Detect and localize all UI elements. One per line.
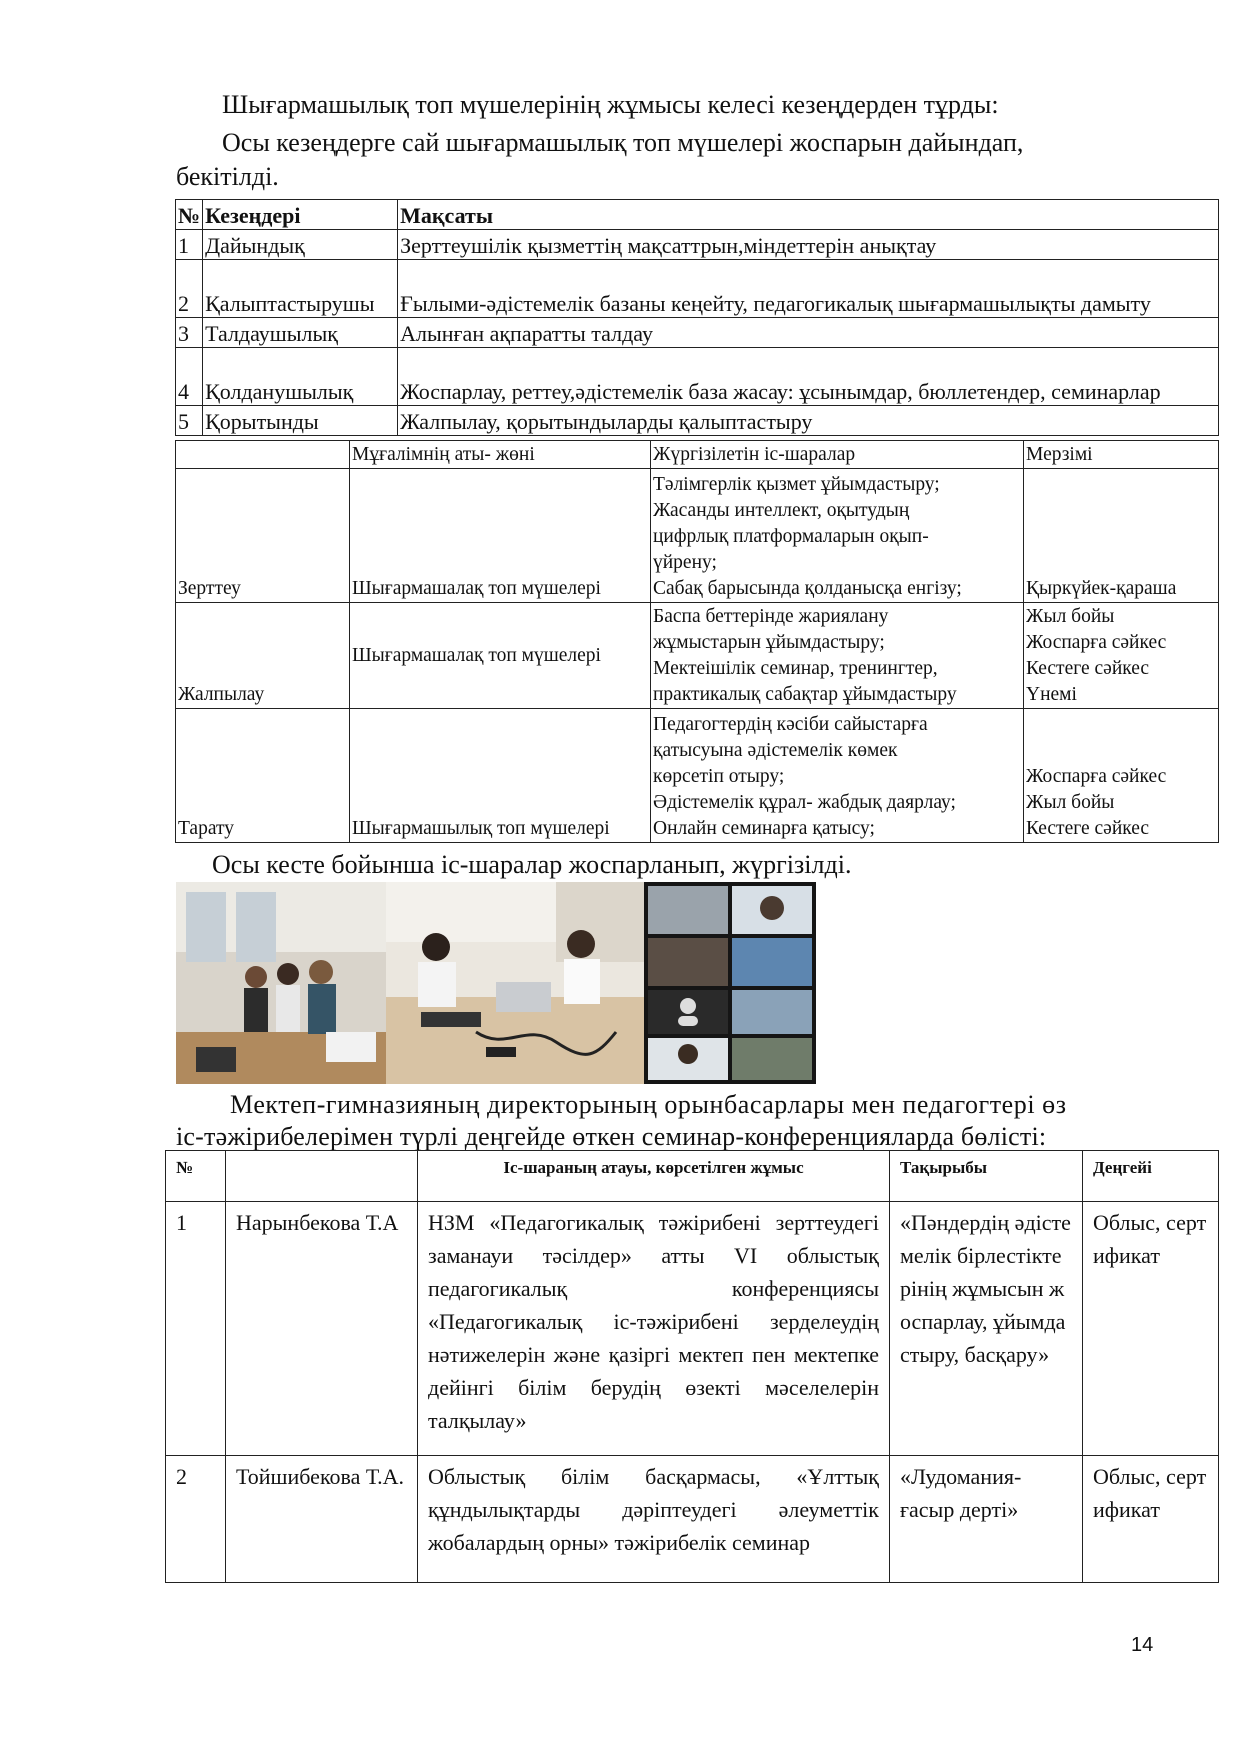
row-name: Нарынбекова Т.А [226,1202,418,1456]
activities-table-header [176,441,1219,469]
stages-table [175,199,1219,436]
term-line: Үнемі [1026,684,1077,705]
row-name: Тойшибекова Т.А. [226,1456,418,1583]
activity-line: практикалық сабақтар ұйымдастыру [653,684,957,705]
header-name [226,1151,418,1202]
row-goal: Зерттеушілік қызметтің мақсаттрын,міндеттерін анықтау [398,230,1219,260]
row-goal: Жалпылау, қорытындыларды қалыптастыру [398,406,1219,436]
term-line: Жоспарға сәйкес [1026,632,1167,653]
activity-line: үйрену; [653,552,717,573]
table-row [166,1456,1219,1583]
header-empty [176,441,350,469]
row-num: 2 [166,1456,226,1583]
row-phase: Тарату [176,709,350,843]
row-activities [651,469,1024,603]
activity-line: Әдістемелік құрал- жабдық даярлау; [653,792,956,813]
activity-line: жұмыстарын ұйымдастыру; [653,632,885,653]
row-goal: Алынған ақпаратты талдау [398,318,1219,348]
page-number: 14 [1131,1634,1154,1656]
header-term: Мерзімі [1024,441,1219,469]
row-teacher: Шығармашалақ топ мүшелері [350,603,651,709]
row-phase: Жалпылау [176,603,350,709]
row-activities [651,603,1024,709]
row-num: 1 [166,1202,226,1456]
seminar-table [165,1150,1219,1583]
row-goal: Жоспарлау, реттеу,әдістемелік база жасау: ұсынымдар, бюллетендер, семинарлар [398,348,1219,406]
table-row [176,230,1219,260]
activity-line: Баспа беттерінде жариялану [653,606,889,627]
table-row [176,709,1219,843]
seminar-intro-line-2: іс-тәжірибелерімен түрлі деңгейде өткен семинар-конференцияларда бөлісті: [176,1122,1047,1151]
row-topic: «Лудомания- ғасыр дерті» [890,1456,1083,1583]
activity-line: Сабақ барысында қолданысқа енгізу; [653,578,962,599]
after-table-text: Осы кесте бойынша іс-шаралар жоспарланып, жүргізілді. [212,850,852,879]
activity-line: Жасанды интеллект, оқытудың [653,500,910,521]
term-line: Жоспарға сәйкес [1026,766,1167,787]
row-phase: Зерттеу [176,469,350,603]
row-terms [1024,469,1219,603]
row-level: Облыс, сертификат [1083,1202,1219,1456]
row-level: Облыс, сертификат [1083,1456,1219,1583]
row-num: 2 [176,260,203,318]
row-num: 5 [176,406,203,436]
term-line: Қыркүйек-қараша [1026,578,1177,599]
header-num: № [166,1151,226,1202]
seminar-table-header [166,1151,1219,1202]
activity-line: Онлайн семинарға қатысу; [653,818,875,839]
table-row [176,318,1219,348]
photo-strip [176,882,816,1084]
row-goal: Ғылыми-әдістемелік базаны кеңейту, педагогикалық шығармашылықты дамыту [398,260,1219,318]
term-line: Жыл бойы [1026,792,1115,813]
seminar-intro-line-1: Мектеп-гимназияның директорының орынбасарлары мен педагогтері өз [230,1090,1067,1119]
row-event: Облыстық білім басқармасы, «Ұлттық құндылықтарды дәріптеудегі әлеуметтік жобалардың орны» тәжірибелік семинар [418,1456,890,1583]
teachers-computers-photo [386,882,644,1084]
header-stage: Кезеңдері [203,200,398,230]
intro-line-3: бекітілді. [176,162,279,191]
header-topic: Тақырыбы [890,1151,1083,1202]
activity-line: Педагогтердің кәсіби сайыстарға [653,714,928,735]
header-num: № [176,200,203,230]
activity-line: көрсетіп отыру; [653,766,785,787]
row-stage: Қорытынды [203,406,398,436]
row-stage: Қалыптастырушы [203,260,398,318]
table-row [176,469,1219,603]
header-event: Іс-шараның атауы, көрсетілген жұмыс [418,1151,890,1202]
term-line: Кестеге сәйкес [1026,818,1150,839]
row-teacher: Шығармашылық топ мүшелері [350,709,651,843]
teachers-group-photo [176,882,386,1084]
row-stage: Дайындық [203,230,398,260]
intro-line-2: Осы кезеңдерге сай шығармашылық топ мүшелері жоспарын дайындап, [222,128,1024,157]
activity-line: қатысуына әдістемелік көмек [653,740,898,761]
table-row [176,348,1219,406]
term-line: Жыл бойы [1026,606,1115,627]
activity-line: Тәлімгерлік қызмет ұйымдастыру; [653,474,940,495]
term-line: Кестеге сәйкес [1026,658,1150,679]
activity-line: цифрлық платформаларын оқып- [653,526,929,547]
row-num: 1 [176,230,203,260]
header-activities: Жүргізілетін іс-шаралар [651,441,1024,469]
row-teacher: Шығармашалақ топ мүшелері [350,469,651,603]
header-level: Деңгейі [1083,1151,1219,1202]
row-topic: «Пәндердің әдістемелік бірлестіктерінің жұмысын жоспарлау, ұйымдастыру, басқару» [890,1202,1083,1456]
row-terms [1024,603,1219,709]
row-num: 4 [176,348,203,406]
row-event: НЗМ «Педагогикалық тәжірибені зерттеудегі заманауи тәсілдер» атты VI облыстық педагогикалық конференциясы «Педагогикалық іс-тәжірибені зерделеудің нәтижелерін және қазіргі мектеп пен мектепке дейінгі білім берудің өзекті мәселелерін талқылау» [418,1202,890,1456]
table-row [176,260,1219,318]
header-goal: Мақсаты [398,200,1219,230]
row-stage: Талдаушылық [203,318,398,348]
intro-line-1: Шығармашылық топ мүшелерінің жұмысы келесі кезеңдерден тұрды: [222,90,999,119]
online-meeting-screenshot [644,882,816,1084]
activities-table [175,440,1219,843]
row-num: 3 [176,318,203,348]
header-teacher: Мұғалімнің аты- жөні [350,441,651,469]
row-activities [651,709,1024,843]
row-stage: Қолданушылық [203,348,398,406]
table-row [176,406,1219,436]
table-row [176,603,1219,709]
stages-table-header [176,200,1219,230]
activity-line: Мектеішілік семинар, тренингтер, [653,658,938,679]
table-row [166,1202,1219,1456]
row-terms [1024,709,1219,843]
